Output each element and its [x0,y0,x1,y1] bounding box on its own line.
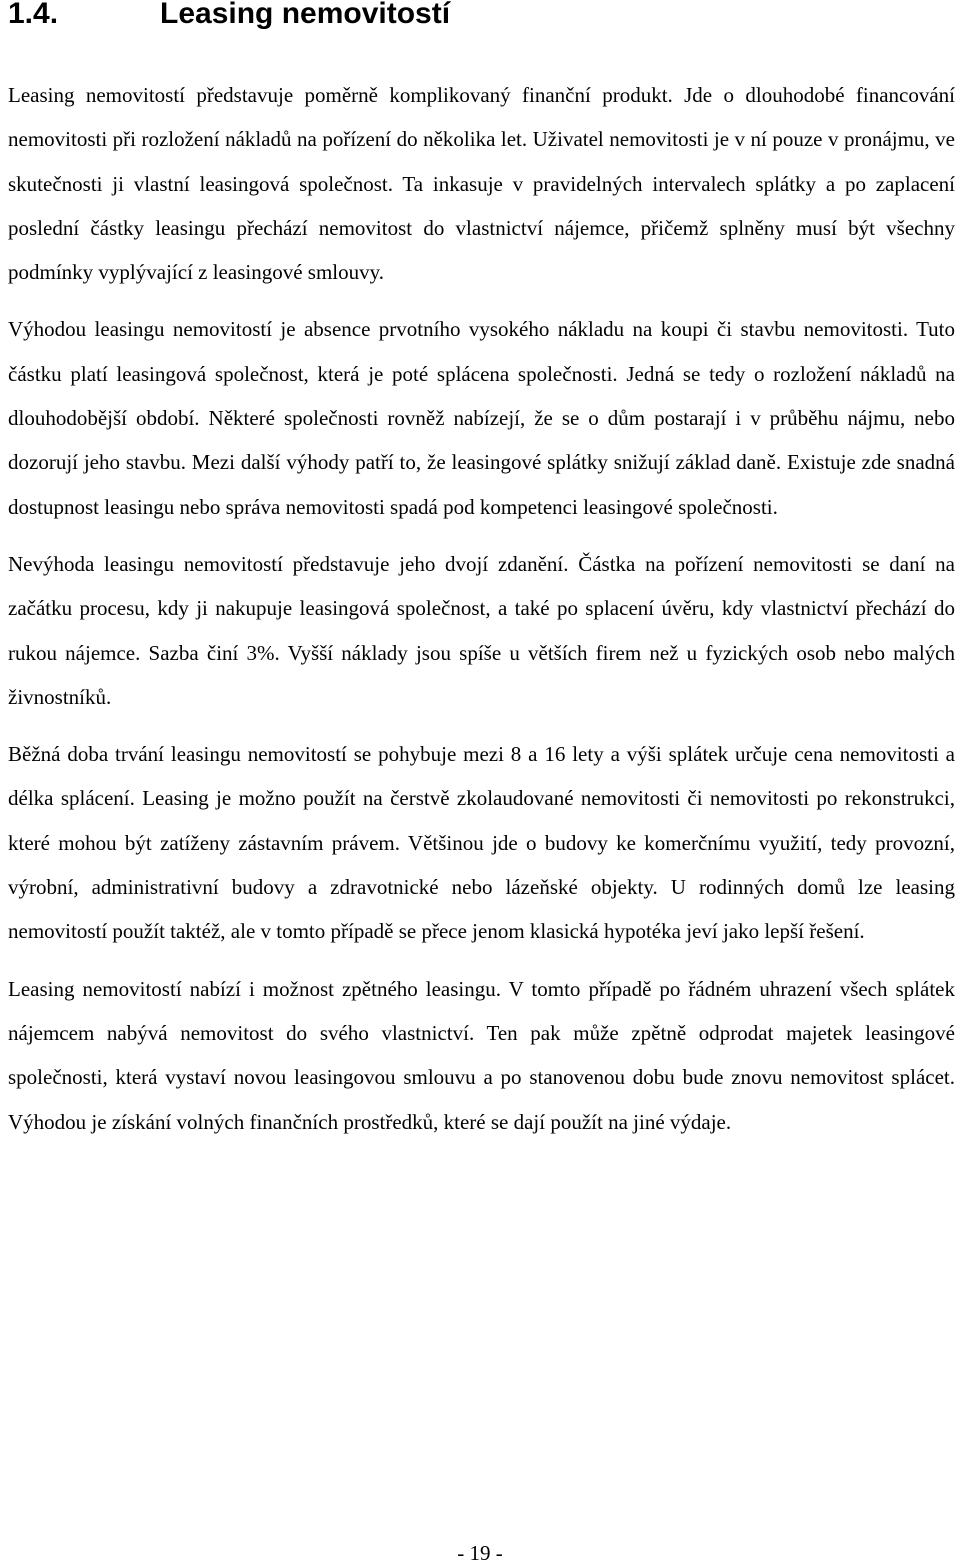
paragraph-advantages: Výhodou leasingu nemovitostí je absence prvotního vysokého nákladu na koupi či stavbu nemovitosti. Tuto částku platí leasingová společnost, která je poté splácena společnosti. Jedná se tedy o rozložení nákladů na dlouhodobější období. Některé společnosti rovněž nabízejí, že se o dům postarají i v průběhu nájmu, nebo dozorují jeho stavbu. Mezi další výhody patří to, že leasingové splátky snižují základ daně. Existuje zde snadná dostupnost leasingu nebo správa nemovitosti spadá pod kompetenci leasingové společnosti. [8,317,955,519]
paragraph-leaseback: Leasing nemovitostí nabízí i možnost zpětného leasingu. V tomto případě po řádném uhrazení všech splátek nájemcem nabývá nemovitost do svého vlastnictví. Ten pak může zpětně odprodat majetek leasingové společnosti, která vystaví novou leasingovou smlouvu a po stanovenou dobu bude znovu nemovitost splácet. Výhodou je získání volných finančních prostředků, které se dají použít na jiné výdaje. [8,976,955,1134]
section-heading [8,0,450,34]
body-text [8,73,955,1157]
section-title: Leasing nemovitostí [160,0,451,30]
page-number: - 19 - [457,1541,503,1565]
paragraph-disadvantages: Nevýhoda leasingu nemovitostí představuje jeho dvojí zdanění. Částka na pořízení nemovitosti se daní na začátku procesu, kdy ji nakupuje leasingová společnost, a také po splacení úvěru, kdy vlastnictví přechází do rukou nájemce. Sazba činí 3%. Vyšší náklady jsou spíše u větších firem než u fyzických osob nebo malých živnostníků. [8,551,955,709]
paragraph-duration: Běžná doba trvání leasingu nemovitostí se pohybuje mezi 8 a 16 lety a výši splátek určuje cena nemovitosti a délka splácení. Leasing je možno použít na čerstvě zkolaudované nemovitosti či nemovitosti po rekonstrukci, které mohou být zatíženy zástavním právem. Většinou jde o budovy ke komerčnímu využití, tedy provozní, výrobní, administrativní budovy a zdravotnické nebo lázeňské objekty. U rodinných domů lze leasing nemovitostí použít taktéž, ale v tomto případě se přece jenom klasická hypotéka jeví jako lepší řešení. [8,742,955,944]
paragraph-intro: Leasing nemovitostí představuje poměrně komplikovaný finanční produkt. Jde o dlouhodobé financování nemovitosti při rozložení nákladů na pořízení do několika let. Uživatel nemovitosti je v ní pouze v pronájmu, ve skutečnosti ji vlastní leasingová společnost. Ta inkasuje v pravidelných intervalech splátky a po zaplacení poslední částky leasingu přechází nemovitost do vlastnictví nájemce, přičemž splněny musí být všechny podmínky vyplývající z leasingové smlouvy. [8,83,955,285]
section-number: 1.4. [8,0,59,30]
